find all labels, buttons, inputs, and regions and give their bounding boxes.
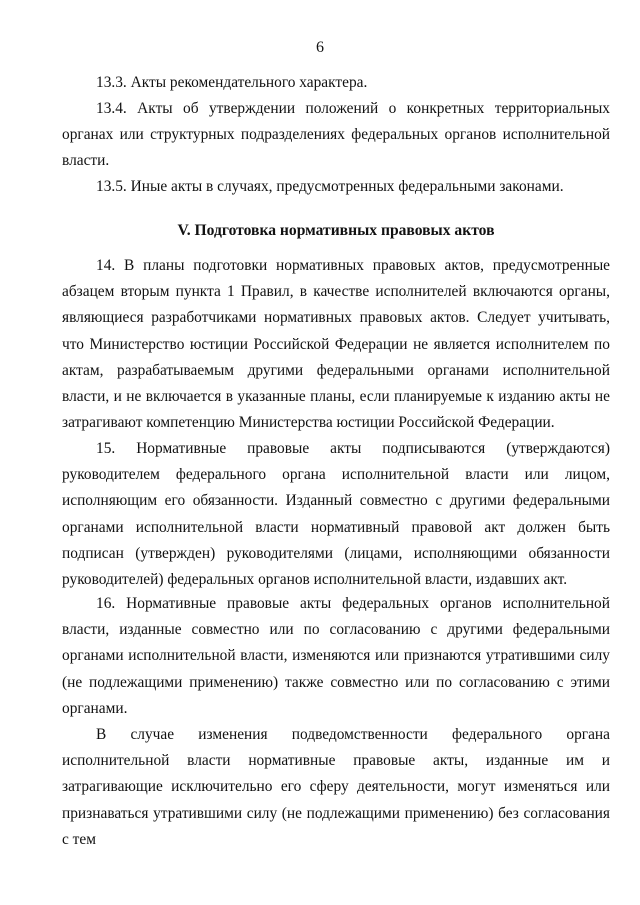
section-heading: V. Подготовка нормативных правовых актов [177, 222, 495, 239]
paragraph-16-continuation: В случае изменения подведомственности федерального органа исполнительной власти нормативные правовые акты, изданные им и затрагивающие исключительно его сферу деятельности, могут изменяться или признаваться утратившими силу (не подлежащими применению) без согласования с тем [62, 726, 610, 848]
item-13-3: 13.3. Акты рекомендательного характера. [96, 74, 368, 91]
paragraph-14: 14. В планы подготовки нормативных правовых актов, предусмотренные абзацем вторым пункта 1 Правил, в качестве исполнителей включаются органы, являющиеся разработчиками нормативных правовых актов. Следует учитывать, что Министерство юстиции Российской Федерации не является исполнителем по актам, разрабатываемым другими федеральными органами исполнительной власти, и не включается в указанные планы, если планируемые к изданию акты не затрагивают компетенцию Министерства юстиции Российской Федерации. [62, 257, 610, 432]
item-13-4: 13.4. Акты об утверждении положений о конкретных территориальных органах или структурных подразделениях федеральных органов исполнительной власти. [62, 100, 610, 170]
item-13-5: 13.5. Иные акты в случаях, предусмотренных федеральными законами. [96, 178, 564, 195]
paragraph-16: 16. Нормативные правовые акты федеральных органов исполнительной власти, изданные совместно или по согласованию с другими федеральными органами исполнительной власти, изменяются или признаются утратившими силу (не подлежащими применению) также совместно или по согласованию с этими органами. [62, 595, 610, 717]
paragraph-15: 15. Нормативные правовые акты подписываются (утверждаются) руководителем федерального органа исполнительной власти или лицом, исполняющим его обязанности. Изданный совместно с другими федеральными органами исполнительной власти нормативный правовой акт должен быть подписан (утвержден) руководителями (лицами, исполняющими обязанности руководителей) федеральных органов исполнительной власти, издавших акт. [62, 440, 610, 589]
page-number: 6 [316, 39, 324, 56]
